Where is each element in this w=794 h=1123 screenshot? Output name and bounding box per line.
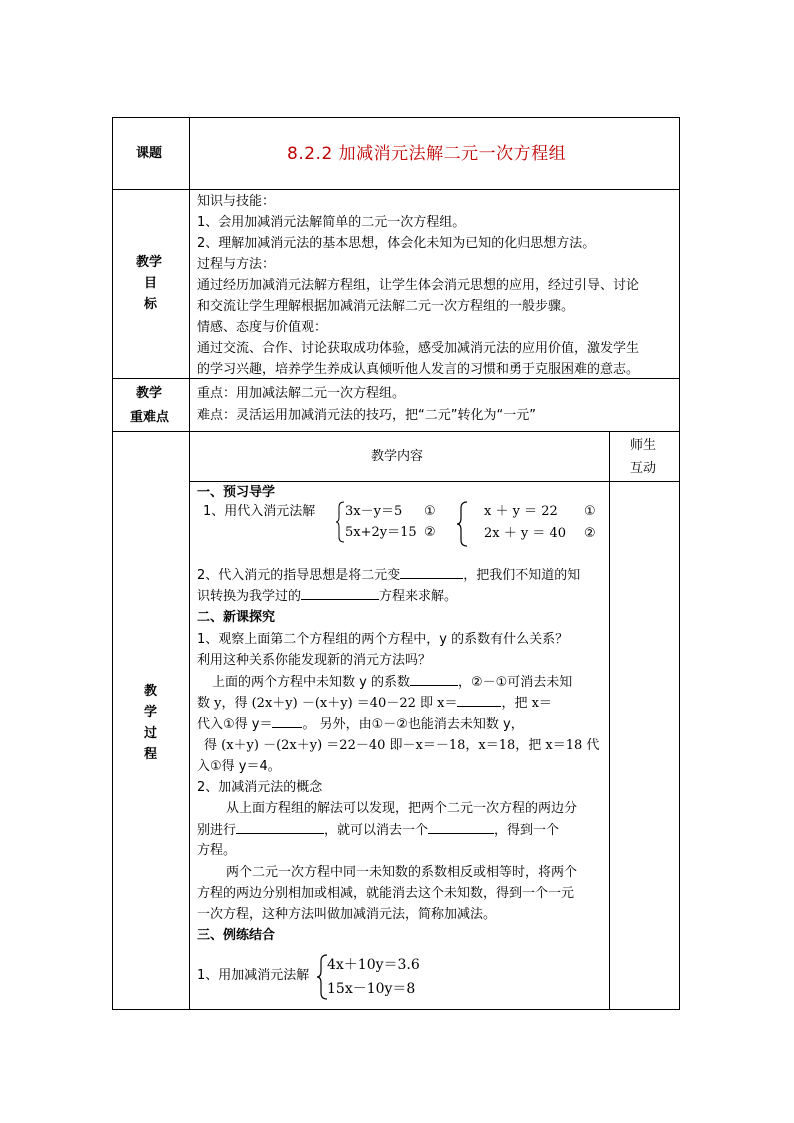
table-border-bottom: [112, 1009, 680, 1010]
lesson-title: 8.2.2 加减消元法解二元一次方程组: [287, 144, 567, 164]
answer-blank: [457, 694, 501, 707]
explore-paragraph: [212, 673, 572, 692]
process-label-3: 过: [144, 726, 158, 741]
concept-paragraph: 从上面方程组的解法可以发现，把两个二元一次方程的两边分: [226, 801, 578, 816]
explore-text: 数 y，得 (2x＋y) －(x＋y) ＝40－22 即 x＝: [197, 696, 458, 711]
explore-text: ，②－①可消去未知: [457, 675, 573, 690]
label-column-divider: [189, 117, 190, 1010]
interact-column-header-2: 互动: [630, 461, 657, 476]
explore-text: 上面的两个方程中未知数 y 的系数: [212, 675, 410, 690]
table-border-right: [679, 117, 680, 1010]
preview-item-2-text: ，把我们不知道的知: [463, 568, 581, 583]
explore-paragraph: 入①得 y＝4。: [197, 759, 281, 774]
section-heading: 三、例练结合: [197, 928, 276, 943]
interact-column-divider: [609, 431, 610, 1010]
goals-line: 1、会用加减消元法解简单的二元一次方程组。: [197, 215, 466, 230]
system3-eq1: 4x＋10y＝3.6: [327, 957, 420, 973]
keypoints-label-1: 教学: [136, 386, 163, 401]
keypoint-line: 重点：用加减法解二元一次方程组。: [197, 386, 406, 401]
example-item-1: 1、用加减消元法解: [197, 968, 310, 983]
explore-question-1-cont: 利用这种关系你能发现新的消元方法吗？: [197, 653, 432, 668]
explore-paragraph: [197, 694, 552, 713]
section-heading: 一、预习导学: [197, 485, 276, 500]
row-divider-3: [112, 431, 680, 432]
table-border-left: [112, 117, 113, 1010]
preview-item-2-text: 识转换为我学过的: [197, 589, 302, 604]
explore-question-1: 1、观察上面第二个方程组的两个方程中，y 的系数有什么关系？: [197, 632, 569, 647]
left-brace-icon: [455, 501, 469, 547]
answer-blank: [236, 821, 324, 834]
section-heading: 二、新课探究: [197, 610, 276, 625]
process-label-2: 学: [144, 705, 158, 720]
preview-item-2-text: 方程来求解。: [379, 589, 458, 604]
answer-blank: [272, 715, 302, 728]
definition-paragraph: 一次方程，这种方法叫做加减消元法，简称加减法。: [197, 907, 497, 922]
goals-line: 的学习兴趣，培养学生养成认真倾听他人发言的习惯和勇于克服困难的意志。: [197, 362, 640, 377]
process-label-1: 教: [144, 684, 158, 699]
explore-text: ，把 x＝: [501, 696, 552, 711]
concept-paragraph: 方程。: [197, 843, 237, 858]
goals-label-1: 教学: [136, 255, 163, 270]
explore-paragraph: 得 (x＋y) －(2x＋y) ＝22－40 即－x＝－18，x＝18，把 x＝18 代: [204, 738, 600, 753]
goals-label-3: 标: [144, 297, 158, 312]
preview-item-2-text: 2、代入消元的指导思想是将二元变: [197, 568, 401, 583]
goals-line: 2、理解加减消元法的基本思想，体会化未知为已知的化归思想方法。: [197, 236, 596, 251]
concept-paragraph: [197, 821, 559, 840]
left-brace-icon: [335, 501, 345, 543]
explore-text: 。 另外，由①－②也能消去未知数 y，: [302, 717, 524, 732]
system2-eq1: x ＋ y ＝ 22: [484, 504, 558, 519]
goals-label-2: 目: [144, 276, 158, 291]
concept-text: ，就可以消去一个: [324, 823, 429, 838]
explore-question-2: 2、加减消元法的概念: [197, 780, 323, 795]
goals-line: 过程与方法：: [197, 257, 276, 272]
content-column-header: 教学内容: [371, 449, 424, 464]
preview-item-1: 1、用代入消元法解: [203, 504, 316, 519]
keypoints-label-2: 重难点: [130, 410, 170, 425]
system1-eq2: 5x+2y＝15: [345, 525, 417, 540]
system2-mark2: ②: [584, 526, 596, 541]
goals-line: 知识与技能：: [197, 194, 276, 209]
goals-line: 通过交流、合作、讨论获取成功体验，感受加减消元法的应用价值，激发学生: [197, 341, 640, 356]
answer-blank: [410, 673, 458, 686]
process-label-4: 程: [144, 747, 158, 762]
answer-blank: [428, 821, 494, 834]
system1-eq1: 3x－y＝5: [345, 504, 403, 519]
explore-text: 代入①得 y＝: [197, 717, 273, 732]
interact-column-header-1: 师生: [630, 438, 657, 453]
keypoint-line: 难点：灵活运用加减消元法的技巧，把“二元”转化为“一元”: [197, 408, 536, 423]
row-divider-1: [112, 189, 680, 190]
system1-mark2: ②: [424, 525, 436, 540]
answer-blank: [400, 566, 463, 579]
system2-eq2: 2x ＋ y ＝ 40: [484, 526, 567, 541]
goals-line: 情感、态度与价值观：: [197, 320, 328, 335]
concept-text: 别进行: [197, 823, 237, 838]
concept-text: ，得到一个: [494, 823, 560, 838]
explore-paragraph: [197, 715, 524, 734]
title-row-label: 课题: [136, 146, 163, 161]
definition-paragraph: 两个二元一次方程中同一未知数的系数相反或相等时，将两个: [226, 865, 578, 880]
definition-paragraph: 方程的两边分别相加或相减，就能消去这个未知数，得到一个一元: [197, 886, 575, 901]
table-border-top: [112, 117, 680, 118]
answer-blank: [301, 587, 379, 600]
preview-item-2-cont: [197, 587, 457, 606]
system2-mark1: ①: [584, 504, 596, 519]
preview-item-2: [197, 566, 580, 585]
header-row-divider: [189, 481, 680, 482]
goals-line: 和交流让学生理解根据加减消元法解二元一次方程组的一般步骤。: [197, 299, 575, 314]
system3-eq2: 15x－10y＝8: [327, 981, 416, 997]
system1-mark1: ①: [424, 504, 436, 519]
goals-line: 通过经历加减消元法解方程组，让学生体会消元思想的应用，经过引导、讨论: [197, 278, 640, 293]
